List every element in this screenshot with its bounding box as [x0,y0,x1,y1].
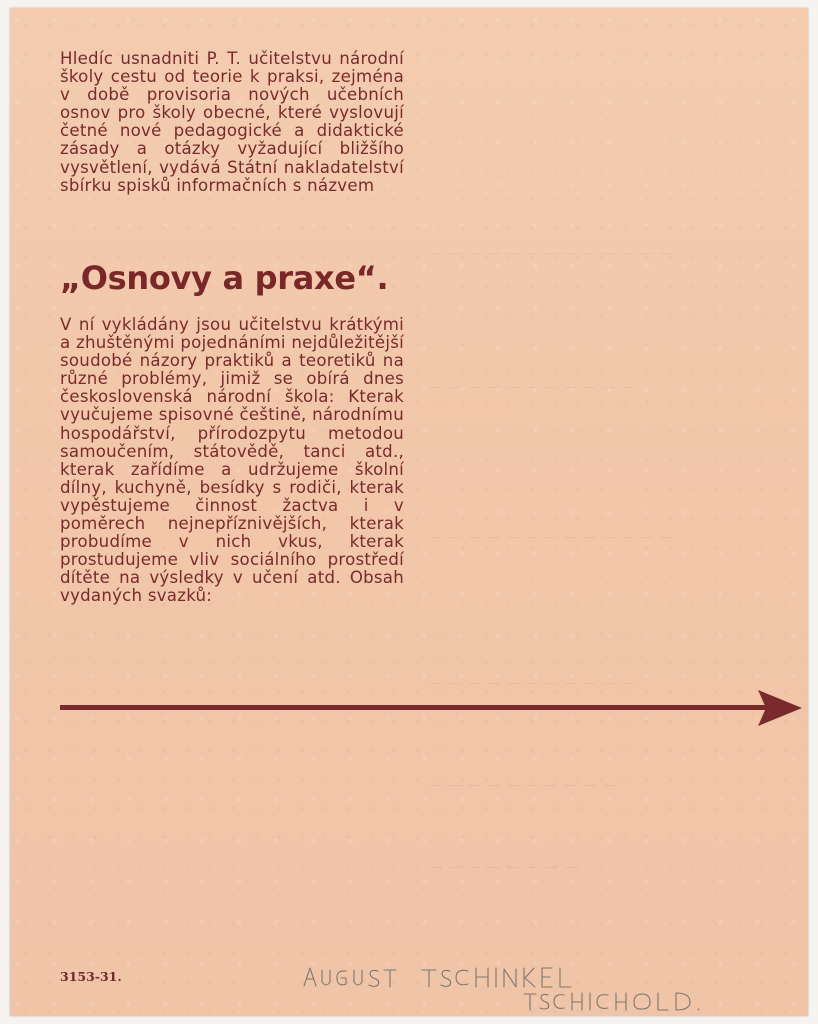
show-through-text: — — — — — — — — — — — — — [430,530,674,545]
leaflet-page [10,8,808,1016]
text-column [60,50,404,606]
print-code: 3153-31. [60,969,122,984]
body-paragraph: V ní vykládány jsou učitelstvu krátkými a zhuštěnými pojednáními nejdůležitější soudobé názory praktiků a teoretiků na různé problémy, jimiž se obírá dnes československá národní škola: Kterak vyučujeme spisovné češtině, národnímu hospodářství, přírodozpytu metodou samoučením, státovědě, tanci atd., kterak zařídíme a udržujeme školní dílny, kuchyně, besídky s rodiči, kterak vypěstujeme činnost žactva i v poměrech nejnepříznivějších, kterak probudíme v nich vkus, kterak prostudujeme vliv sociálního prostředí dítěte na výsledky v učení atd. Obsah vydaných svazků: [60,315,404,606]
show-through-text: — — — — — — — — — — [430,778,617,793]
show-through-text: — — — — — — — — — — — [430,380,636,395]
show-through-text: — — — — — — — — — — — — — [430,246,674,261]
intro-paragraph: Hledíc usnadniti P. T. učitelstvu národní školy cestu od teorie k praksi, zejména v době provisoria nových učebních osnov pro školy obecné, které vyslovují četné nové pedagogické a didaktické zásady a otázky vyžadující bližšího vysvětlení, vydává Státní nakladatelství sbírku spisků informačních s názvem [60,49,404,195]
show-through-text: — — — — — — — — — — — [430,676,636,691]
right-arrow-icon [60,688,802,728]
show-through-text: — — — — — — — — [430,860,578,875]
handwritten-signature [300,956,720,1016]
series-title: „Osnovy a praxe“. [60,259,389,297]
